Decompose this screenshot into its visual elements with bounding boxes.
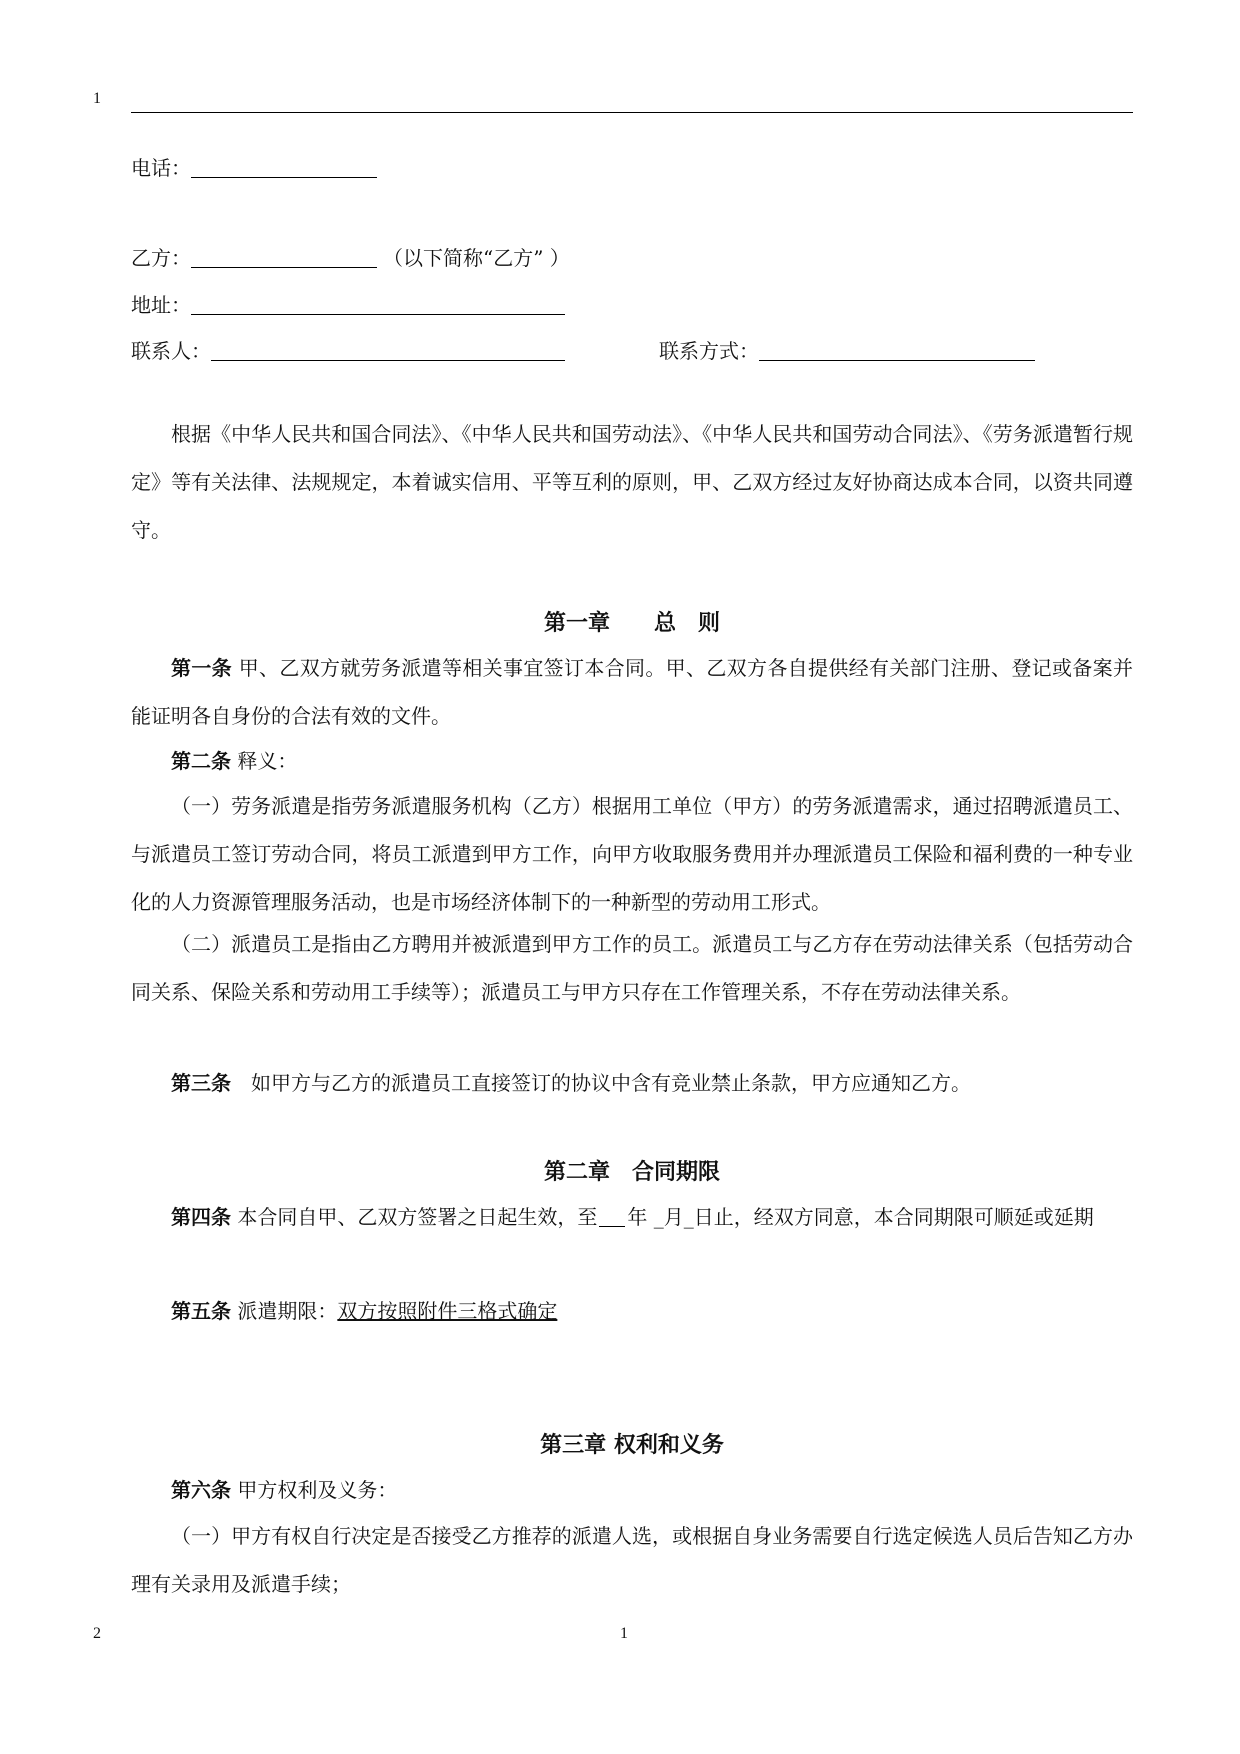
contact-field [131, 335, 565, 364]
article-5-pre: 派遣期限： [231, 1299, 338, 1323]
party-b-label: 乙方： [131, 246, 191, 270]
chapter-1-title: 第一章 总 则 [543, 610, 720, 636]
address-blank [191, 294, 565, 315]
article-5 [131, 1287, 1133, 1335]
chapter-2-title: 第二章 合同期限 [543, 1159, 720, 1185]
article-6-text: 甲方权利及义务： [231, 1478, 398, 1502]
article-6-label: 第六条 [171, 1478, 231, 1502]
chapter-3-title: 第三章 权利和义务 [540, 1432, 724, 1458]
address-field [131, 289, 565, 318]
phone-blank [191, 157, 377, 178]
contact-method-field [659, 335, 1035, 364]
article-1-text: 甲、乙双方就劳务派遣等相关事宜签订本合同。甲、乙双方各自提供经有关部门注册、登记或备案并能证明各自身份的合法有效的文件。 [131, 656, 1133, 728]
article-4 [131, 1193, 1133, 1241]
article-3-label: 第三条 [171, 1071, 231, 1095]
article-4-pre: 本合同自甲、乙双方签署之日起生效，至 [231, 1205, 598, 1229]
article-1 [131, 644, 1133, 740]
contact-method-label: 联系方式： [659, 339, 759, 363]
contact-method-blank [759, 340, 1035, 361]
preamble: 根据《中华人民共和国合同法》、《中华人民共和国劳动法》、《中华人民共和国劳动合同法》、《劳务派遣暂行规定》等有关法律、法规规定，本着诚实信用、平等互利的原则，甲、乙双方经过友好协商达成本合同，以资共同遵守。 [131, 422, 1133, 542]
article-4-rest: 年 _月_日止，经双方同意，本合同期限可顺延或延期 [627, 1205, 1094, 1229]
article-5-underlined: 双方按照附件三格式确定 [337, 1299, 558, 1323]
article-2-label: 第二条 [171, 749, 231, 773]
contact-blank [211, 340, 565, 361]
address-label: 地址： [131, 293, 191, 317]
party-b-note: （以下简称“乙方” ） [383, 246, 570, 270]
article-1-label: 第一条 [171, 656, 232, 680]
article-2-text: 释义： [231, 749, 298, 773]
phone-field [131, 152, 377, 181]
article-3-text: 如甲方与乙方的派遣员工直接签订的协议中含有竞业禁止条款，甲方应通知乙方。 [231, 1071, 971, 1095]
article-5-label: 第五条 [171, 1299, 231, 1323]
article-2-item-1: （一）劳务派遣是指劳务派遣服务机构（乙方）根据用工单位（甲方）的劳务派遣需求，通过招聘派遣员工、与派遣员工签订劳动合同，将员工派遣到甲方工作，向甲方收取服务费用并办理派遣员工保险和福利费的一种专业化的人力资源管理服务活动，也是市场经济体制下的一种新型的劳动用工形式。 [131, 794, 1133, 914]
party-b-field [131, 242, 570, 271]
article-2-item-2: （二）派遣员工是指由乙方聘用并被派遣到甲方工作的员工。派遣员工与乙方存在劳动法律关系（包括劳动合同关系、保险关系和劳动用工手续等）；派遣员工与甲方只存在工作管理关系，不存在劳动法律关系。 [131, 932, 1133, 1004]
year-blank [599, 1206, 625, 1227]
contact-label: 联系人： [131, 339, 211, 363]
footer-page-number: 1 [620, 1625, 628, 1642]
phone-label: 电话： [131, 156, 191, 180]
article-6-item-1: （一）甲方有权自行决定是否接受乙方推荐的派遣人选，或根据自身业务需要自行选定候选人员后告知乙方办理有关录用及派遣手续； [131, 1524, 1133, 1596]
header-rule [131, 112, 1133, 113]
article-6 [131, 1466, 1133, 1514]
article-2 [131, 737, 1133, 785]
header-page-label: 1 [93, 90, 101, 107]
article-3 [131, 1059, 1133, 1107]
party-b-blank [191, 247, 377, 268]
footer-left-number: 2 [93, 1625, 101, 1642]
article-4-label: 第四条 [171, 1205, 231, 1229]
